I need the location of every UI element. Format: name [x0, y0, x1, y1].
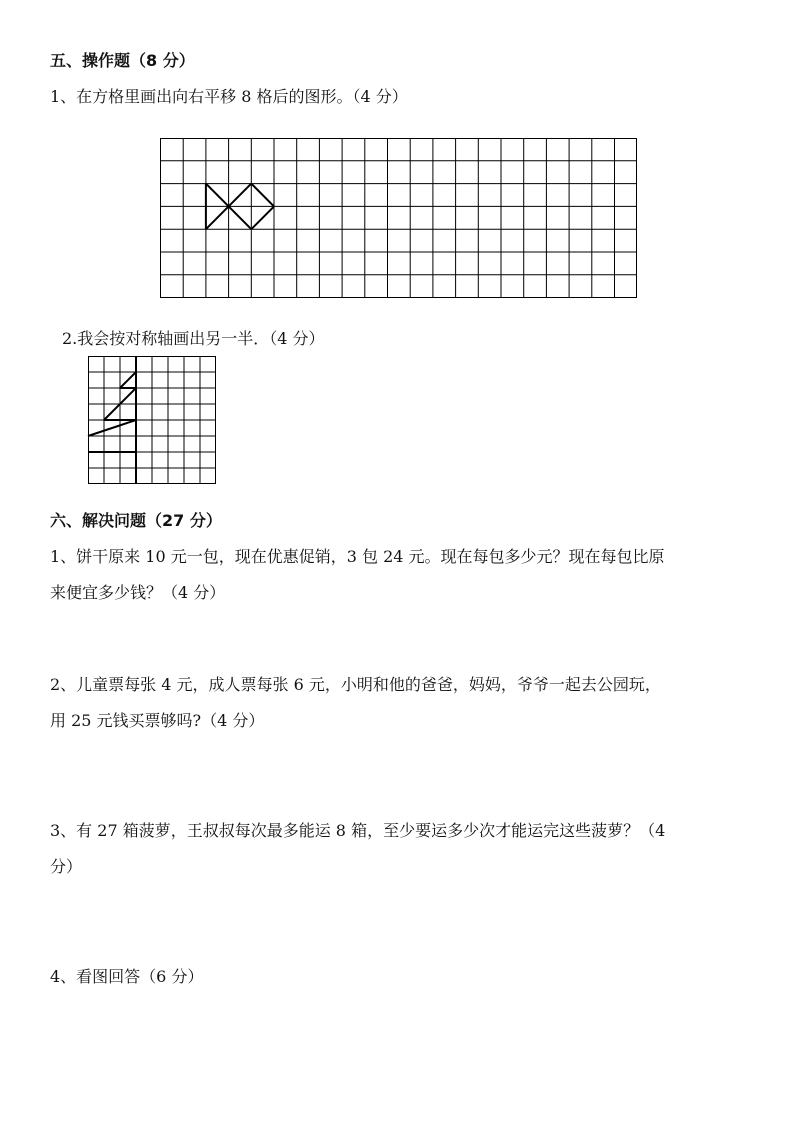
symmetry-grid: [88, 356, 218, 486]
section6-heading: 六、解决问题（27 分）: [50, 511, 222, 530]
question-1-text: 1、在方格里画出向右平移 8 格后的图形。（4 分）: [50, 87, 408, 106]
problem-2-line-2: 用 25 元钱买票够吗?（4 分）: [50, 711, 265, 730]
problem-3-line-2: 分）: [50, 857, 83, 876]
problem-2-line-1: 2、儿童票每张 4 元，成人票每张 6 元，小明和他的爸爸，妈妈，爷爷一起去公园玩，: [50, 675, 661, 694]
translation-grid: [160, 138, 638, 299]
section5-heading: 五、操作题（8 分）: [50, 51, 195, 70]
question-2-text: 2.我会按对称轴画出另一半．（4 分）: [62, 329, 325, 348]
problem-1-line-1: 1、饼干原来 10 元一包，现在优惠促销，3 包 24 元。现在每包多少元？现在每包比原: [50, 547, 665, 566]
problem-3-line-1: 3、有 27 箱菠萝，王叔叔每次最多能运 8 箱，至少要运多少次才能运完这些菠萝？（4: [50, 821, 666, 840]
problem-1-line-2: 来便宜多少钱？（4 分）: [50, 583, 226, 602]
half-figure: [88, 372, 136, 452]
problem-4-text: 4、看图回答（6 分）: [50, 967, 204, 986]
